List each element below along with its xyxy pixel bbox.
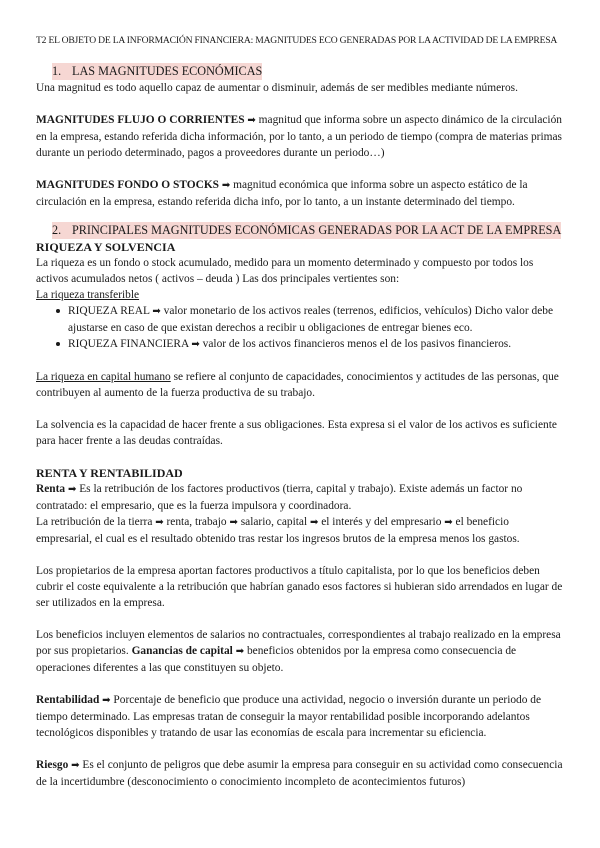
arrow-icon: ➡	[221, 180, 231, 191]
section-number: 1.	[52, 63, 72, 80]
retribucion-text: renta, trabajo	[166, 516, 227, 528]
capital-humano-text: se refiere al conjunto de capacidades, conocimientos y actitudes de las personas, que contribuyen al aumento de la fuerza productiva de su trabajo.	[36, 371, 559, 399]
flujo-paragraph	[36, 112, 566, 161]
fondo-term: MAGNITUDES FONDO O STOCKS	[36, 179, 220, 191]
bullet-text: valor monetario de los activos reales (terrenos, edificios, vehículos) Dicho valor debe ajustarse en caso de que existan derechos a recibir u obligaciones de entregar bienes eco.	[68, 305, 554, 334]
section-title: LAS MAGNITUDES ECONÓMICAS	[72, 64, 263, 78]
retribucion-text: salario, capital	[240, 516, 308, 528]
propietarios-paragraph: Los propietarios de la empresa aportan factores productivos a título capitalista, por lo que los beneficios deben cubrir el coste equivalente a la retribución que habrían ganado esos factores si hubieran sido arrendados en lugar de ser utilizados en la empresa.	[36, 565, 563, 609]
retribucion-text: La retribución de la tierra	[36, 516, 153, 528]
section-number: 2.	[52, 222, 72, 239]
beneficios-paragraph	[36, 627, 566, 676]
riqueza-transferible-label: La riqueza transferible	[36, 289, 140, 301]
riqueza-heading: RIQUEZA Y SOLVENCIA	[36, 240, 176, 254]
riqueza-list	[36, 303, 566, 353]
retribucion-paragraph	[36, 514, 566, 547]
section-heading-1	[36, 63, 566, 80]
riesgo-paragraph	[36, 757, 566, 790]
beneficios-text: Los beneficios incluyen elementos de salarios no contractuales, correspondientes al trabajo realizado en la empresa por sus propietarios.	[36, 629, 561, 657]
bullet-icon	[56, 309, 60, 313]
arrow-icon: ➡	[67, 484, 77, 495]
renta-paragraph	[36, 481, 566, 514]
arrow-icon: ➡	[191, 339, 200, 350]
fondo-text: magnitud económica que informa sobre un aspecto estático de la circulación en la empresa, estando referida dicha info, por lo tanto, a un instante determinado del tiempo.	[36, 179, 528, 208]
renta-text: Es la retribución de los factores productivos (tierra, capital y trabajo). Existe además un factor no contratado: el empresario, que es la fuerza impulsora y coordinadora.	[36, 483, 523, 512]
bullet-term: RIQUEZA REAL	[68, 305, 150, 317]
arrow-icon: ➡	[235, 646, 245, 657]
arrow-icon: ➡	[247, 115, 256, 126]
capital-humano-paragraph	[36, 369, 566, 401]
renta-heading: RENTA Y RENTABILIDAD	[36, 466, 183, 480]
solvencia-paragraph: La solvencia es la capacidad de hacer frente a sus obligaciones. Esta expresa si el valor de los activos es suficiente para hacer frente a las deudas contraídas.	[36, 419, 557, 447]
ganancias-term: Ganancias de capital	[131, 645, 233, 657]
rentabilidad-paragraph	[36, 692, 566, 741]
flujo-term: MAGNITUDES FLUJO O CORRIENTES	[36, 114, 245, 126]
flujo-text: magnitud que informa sobre un aspecto dinámico de la circulación en la empresa, estando referida dicha información, por lo tanto, a un periodo de tiempo (compra de materias primas durante un periodo determinado, pagos a proveedores durante un periodo…)	[36, 114, 562, 159]
rentabilidad-text: Porcentaje de beneficio que produce una actividad, negocio o inversión durante un periodo de tiempo determinado. Las empresas tratan de conseguir la mayor rentabilidad posible incorporando adelantos tecnológicos disponibles y tratando de usar las economías de escala para incrementar su eficiencia.	[36, 694, 542, 739]
list-item	[36, 303, 566, 336]
riesgo-term: Riesgo	[36, 759, 69, 771]
capital-humano-term: La riqueza en capital humano	[36, 371, 171, 383]
beneficios-text: beneficios obtenidos por la empresa como consecuencia de operaciones diferentes a las que constituyen su objeto.	[36, 645, 517, 674]
arrow-icon: ➡	[102, 695, 111, 706]
fondo-paragraph	[36, 177, 566, 210]
arrow-icon: ➡	[155, 517, 164, 528]
arrow-icon: ➡	[152, 306, 161, 317]
riqueza-paragraph: La riqueza es un fondo o stock acumulado, medido para un momento determinado y compuesto por todos los activos acumulados netos ( activos – deuda ) Las dos principales vertientes son:	[36, 257, 534, 285]
document-header: T2 EL OBJETO DE LA INFORMACIÓN FINANCIERA: MAGNITUDES ECO GENERADAS POR LA ACTIVIDAD DE LA EMPRESA	[36, 35, 558, 46]
retribucion-text: el interés y del empresario	[321, 516, 442, 528]
arrow-icon: ➡	[309, 517, 319, 528]
section-heading-2	[36, 222, 566, 239]
arrow-icon: ➡	[71, 760, 80, 771]
arrow-icon: ➡	[229, 517, 238, 528]
bullet-text: valor de los activos financieros menos el de los pasivos financieros.	[202, 338, 512, 350]
arrow-icon: ➡	[444, 517, 453, 528]
magnitud-definition: Una magnitud es todo aquello capaz de aumentar o disminuir, además de ser medibles mediante números.	[36, 82, 518, 94]
bullet-term: RIQUEZA FINANCIERA	[68, 338, 189, 350]
bullet-icon	[56, 342, 60, 346]
riesgo-text: Es el conjunto de peligros que debe asumir la empresa para conseguir en su actividad como consecuencia de la incertidumbre (desconocimiento o conocimiento incompleto de acontecimientos futuros)	[36, 759, 563, 788]
section-title: PRINCIPALES MAGNITUDES ECONÓMICAS GENERADAS POR LA ACT DE LA EMPRESA	[72, 223, 562, 237]
renta-term: Renta	[36, 483, 66, 495]
retribucion-text: el beneficio empresarial, el cual es el resultado obtenido tras restar los ingresos brutos de la empresa menos los gastos.	[36, 516, 520, 545]
list-item	[36, 336, 566, 353]
rentabilidad-term: Rentabilidad	[36, 694, 100, 706]
document-body	[36, 63, 566, 790]
